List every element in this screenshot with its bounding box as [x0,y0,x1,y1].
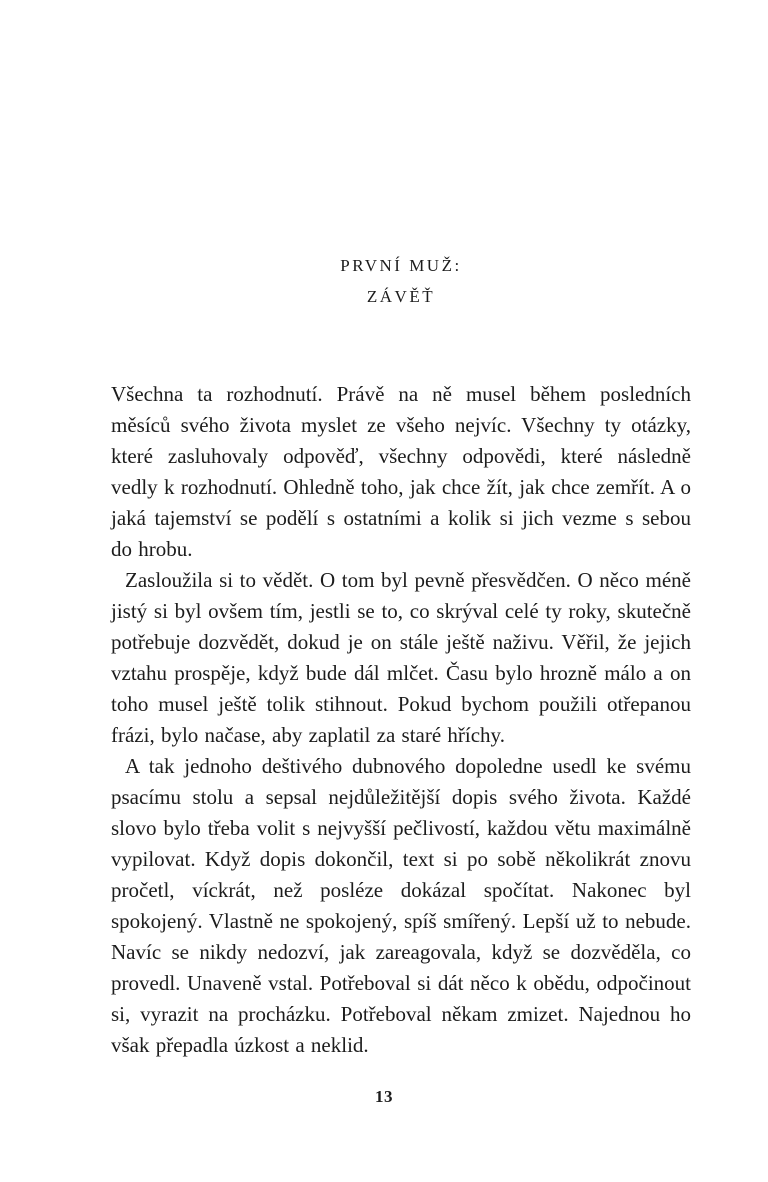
body-text-block [111,379,691,1061]
chapter-heading-line2: ZÁVĚŤ [366,287,436,306]
paragraph: A tak jednoho deštivého dubnového dopoledne usedl ke svému psacímu stolu a sepsal nejdůležitější dopis svého života. Každé slovo bylo třeba volit s nejvyšší pečlivostí, každou větu maximálně vypilovat. Když dopis dokončil, text si po sobě několikrát znovu pročetl, víckrát, než posléze dokázal spočítat. Nakonec byl spokojený. Vlastně ne spokojený, spíš smířený. Lepší už to nebude. Navíc se nikdy nedozví, jak zareagovala, když se dozvěděla, co provedl. Unaveně vstal. Potřeboval si dát něco k obědu, odpočinout si, vyrazit na procházku. Potřeboval někam zmizet. Najednou ho však přepadla úzkost a neklid. [111,754,691,1057]
page-number: 13 [375,1087,393,1106]
paragraph: Zasloužila si to vědět. O tom byl pevně přesvědčen. O něco méně jistý si byl ovšem tím, jestli se to, co skrýval celé ty roky, skutečně potřebuje dozvědět, dokud je on stále ještě naživu. Věřil, že jejich vztahu prospěje, když bude dál mlčet. Času bylo hrozně málo a on toho musel ještě tolik stihnout. Pokud bychom použili otřepanou frázi, bylo načase, aby zaplatil za staré hříchy. [111,568,691,747]
chapter-heading-line1: PRVNÍ MUŽ: [340,256,462,275]
paragraph: Všechna ta rozhodnutí. Právě na ně musel během posledních měsíců svého života myslet ze všeho nejvíc. Všechny ty otázky, které zasluhovaly odpověď, všechny odpovědi, které následně vedly k rozhodnutí. Ohledně toho, jak chce žít, jak chce zemřít. A o jaká tajemství se podělí s ostatními a kolik si jich vezme s sebou do hrobu. [111,382,691,561]
chapter-heading [111,250,691,312]
